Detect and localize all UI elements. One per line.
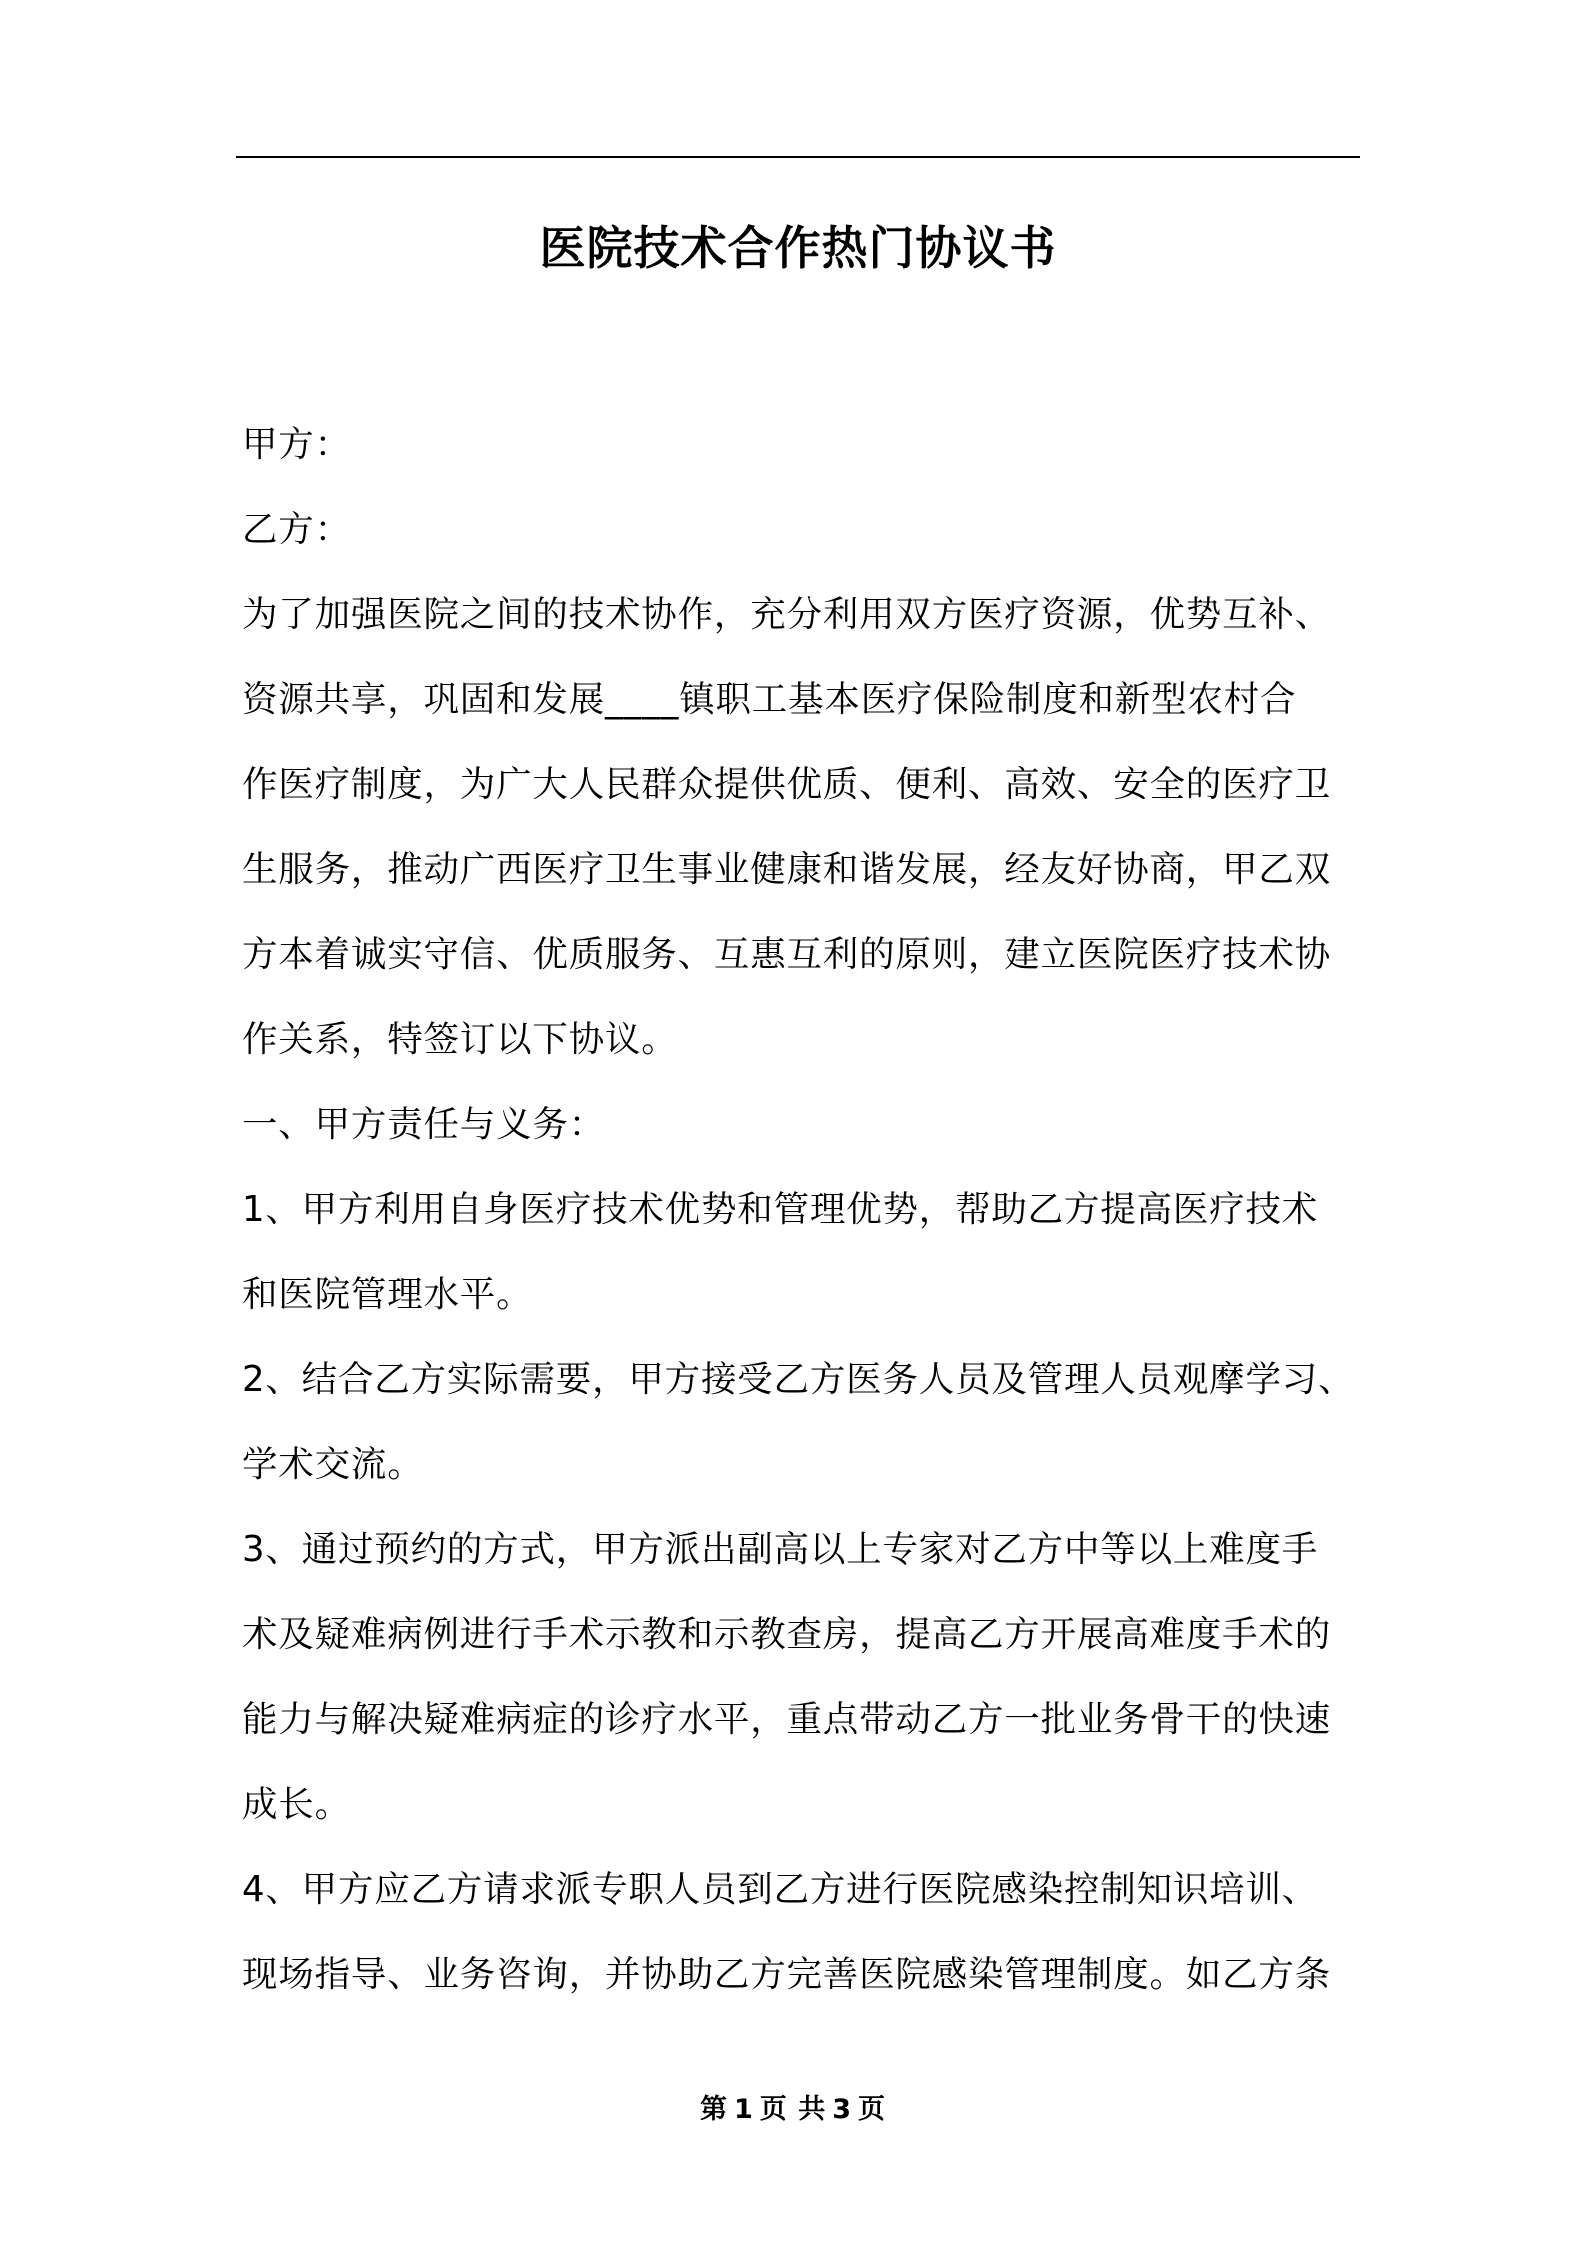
text-line: 为了加强医院之间的技术协作，充分利用双方医疗资源，优势互补、 [242,594,1332,635]
document-body [242,402,1372,2017]
text-line: 方本着诚实守信、优质服务、互惠互利的原则，建立医院医疗技术协 [242,934,1332,975]
text-line: 2、结合乙方实际需要，甲方接受乙方医务人员及管理人员观摩学习、 [242,1359,1355,1400]
text-line: 乙方： [242,509,351,550]
text-line: 和医院管理水平。 [242,1274,533,1315]
header-rule [236,156,1360,158]
text-line: 1、甲方利用自身医疗技术优势和管理优势，帮助乙方提高医疗技术 [242,1189,1319,1230]
text-line: 学术交流。 [242,1444,424,1485]
footer-page-number: 1 [734,2094,754,2125]
text-line: 4、甲方应乙方请求派专职人员到乙方进行医院感染控制知识培训、 [242,1869,1319,1910]
text-line: 现场指导、业务咨询，并协助乙方完善医院感染管理制度。如乙方条 [242,1954,1332,1995]
text-line: 3、通过预约的方式，甲方派出副高以上专家对乙方中等以上难度手 [242,1529,1319,1570]
text-line: 术及疑难病例进行手术示教和示教查房，提高乙方开展高难度手术的 [242,1614,1332,1655]
section-heading: 一、甲方责任与义务： [242,1104,606,1145]
text-line: 生服务，推动广西医疗卫生事业健康和谐发展，经友好协商，甲乙双 [242,849,1332,890]
text-line: 作关系，特签订以下协议。 [242,1019,678,1060]
text-line: 作医疗制度，为广大人民群众提供优质、便利、高效、安全的医疗卫 [242,764,1332,805]
footer-middle: 页 共 [759,2094,827,2125]
footer-prefix: 第 [700,2094,728,2125]
page-footer [0,2090,1586,2130]
footer-total-pages: 3 [832,2094,852,2125]
text-line: 成长。 [242,1784,351,1825]
text-line: 资源共享，巩固和发展____镇职工基本医疗保险制度和新型农村合 [242,679,1297,720]
text-line: 能力与解决疑难病症的诊疗水平，重点带动乙方一批业务骨干的快速 [242,1699,1332,1740]
footer-suffix: 页 [858,2094,886,2125]
document-title: 医院技术合作热门协议书 [539,221,1057,275]
text-line: 甲方： [242,424,351,465]
